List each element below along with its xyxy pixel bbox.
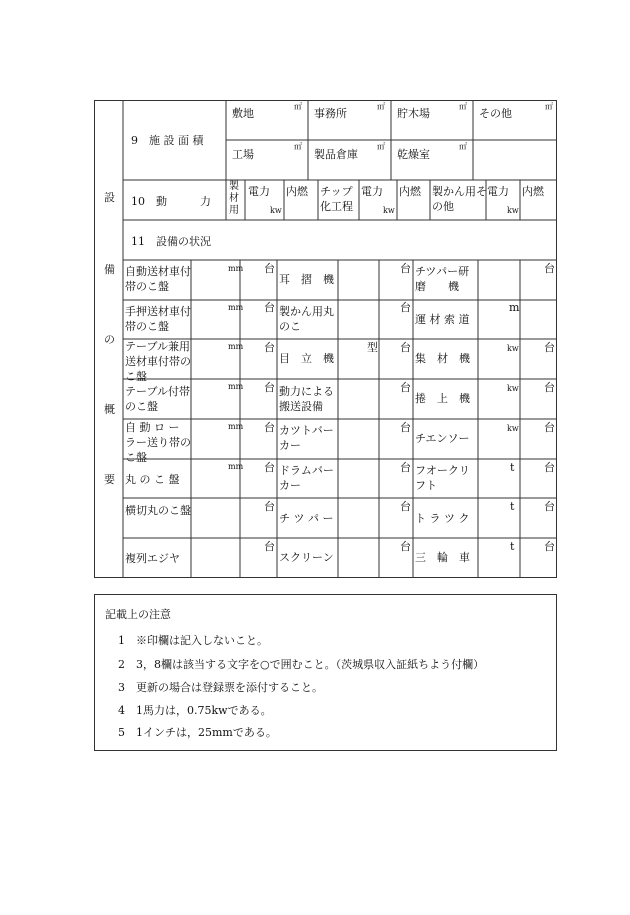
area-dryroom: 乾燥室	[397, 148, 430, 161]
unit-dai: 台	[544, 421, 555, 434]
equipment-name: ト ラ ツ ク	[415, 512, 470, 525]
unit-dai: 台	[400, 262, 411, 275]
equipment-name: フオークリフト	[415, 464, 470, 492]
equipment-name: テーブル付帯のこ盤	[125, 385, 191, 413]
unit-dai: 台	[400, 421, 411, 434]
unit-dai: 台	[544, 381, 555, 394]
unit-dai: 台	[264, 500, 275, 513]
unit-type: 型	[367, 341, 378, 354]
equipment-name: 耳 摺 機	[279, 273, 334, 286]
equipment-name: テーブル兼用送材車付帯のこ盤	[125, 340, 191, 383]
equipment-name: チ ツ パ ー	[279, 512, 334, 525]
area-timberyard: 貯木場	[397, 107, 430, 120]
area-site: 敷地	[232, 107, 254, 120]
unit-dai: 台	[400, 381, 411, 394]
unit-dai: 台	[264, 341, 275, 354]
area-other: その他	[479, 107, 512, 120]
equipment-name: 集 材 機	[415, 352, 470, 365]
unit-dai: 台	[264, 461, 275, 474]
unit-dai: 台	[400, 461, 411, 474]
power-unit: kw	[383, 206, 395, 215]
facility-area-label: 9 施 設 面 積	[131, 134, 204, 147]
area-unit: ㎡	[377, 102, 385, 111]
equipment-name: 丸 の こ 盤	[125, 473, 180, 486]
equipment-name: 目 立 機	[279, 352, 334, 365]
unit-mm: mm	[228, 342, 244, 351]
power-group-canning: 製かん用その他	[432, 185, 487, 213]
area-factory: 工場	[232, 148, 254, 161]
equipment-name: チツパー研磨 機	[415, 265, 470, 293]
unit-t: t	[510, 461, 515, 474]
side-label-char: 設	[104, 191, 115, 204]
equipment-name: 複列エジヤ	[125, 552, 180, 565]
unit-mm: mm	[228, 382, 244, 391]
power-electric: 電力	[248, 185, 270, 198]
area-unit: ㎡	[459, 142, 467, 151]
note-item: 2 3，8欄は該当する文字を○で囲むこと。（茨城県収入証紙ちよう付欄）	[118, 658, 485, 671]
unit-dai: 台	[264, 421, 275, 434]
equipment-name: 製かん用丸のこ	[279, 305, 334, 333]
power-unit: kw	[270, 206, 282, 215]
equipment-name: 自 動 ロ ー ラー送り帯のこ盤	[125, 421, 191, 464]
equipment-name: 動力による搬送設備	[279, 385, 334, 413]
note-item: 3 更新の場合は登録票を添付すること。	[118, 681, 323, 694]
unit-dai: 台	[544, 262, 555, 275]
unit-dai: 台	[400, 341, 411, 354]
power-combustion: 内燃	[286, 185, 308, 198]
power-unit: kw	[507, 206, 519, 215]
side-label-char: 概	[104, 403, 115, 416]
unit-t: t	[510, 500, 515, 513]
unit-kw: kw	[507, 424, 519, 433]
unit-mm: mm	[228, 264, 244, 273]
equipment-status-label: 11 設備の状況	[131, 235, 211, 248]
area-office: 事務所	[314, 107, 347, 120]
equipment-name: 自動送材車付帯のこ盤	[125, 265, 191, 293]
note-item: 1 ※印欄は記入しないこと。	[118, 634, 268, 647]
unit-dai: 台	[544, 461, 555, 474]
power-combustion: 内燃	[399, 185, 421, 198]
unit-dai: 台	[400, 540, 411, 553]
area-unit: ㎡	[377, 142, 385, 151]
side-label-char: 要	[104, 473, 115, 486]
unit-dai: 台	[400, 301, 411, 314]
equipment-name: 横切丸のこ盤	[125, 504, 191, 517]
side-label-char: 備	[104, 263, 115, 276]
equipment-name: 三 輪 車	[415, 551, 470, 564]
unit-kw: kw	[507, 344, 519, 353]
area-unit: ㎡	[459, 102, 467, 111]
unit-dai: 台	[544, 341, 555, 354]
unit-dai: 台	[264, 540, 275, 553]
unit-dai: 台	[544, 500, 555, 513]
notes-title: 記載上の注意	[105, 608, 171, 621]
note-item: 5 1インチは，25mmである。	[118, 726, 277, 739]
unit-mm: mm	[228, 462, 244, 471]
equipment-name: 運 材 索 道	[415, 313, 470, 326]
equipment-name: スクリーン	[279, 551, 334, 564]
equipment-name: ドラムバーカー	[279, 464, 334, 492]
unit-mm: mm	[228, 422, 244, 431]
area-unit: ㎡	[545, 102, 553, 111]
equipment-name: チエンソー	[415, 432, 470, 445]
power-group-chip: チップ化工程	[320, 185, 353, 213]
equipment-name: 手押送材車付帯のこ盤	[125, 305, 191, 333]
unit-dai: 台	[264, 381, 275, 394]
unit-t: t	[510, 540, 515, 553]
power-electric: 電力	[487, 185, 509, 198]
side-label-char: の	[104, 333, 115, 346]
unit-m: m	[509, 301, 520, 314]
unit-mm: mm	[228, 303, 244, 312]
unit-kw: kw	[507, 384, 519, 393]
power-group-sawmill: 製材用	[229, 181, 239, 216]
power-combustion: 内燃	[522, 185, 544, 198]
unit-dai: 台	[264, 301, 275, 314]
unit-dai: 台	[544, 540, 555, 553]
area-unit: ㎡	[294, 102, 302, 111]
area-warehouse: 製品倉庫	[314, 148, 358, 161]
unit-dai: 台	[400, 500, 411, 513]
power-label: 10 動 力	[131, 195, 211, 208]
area-unit: ㎡	[294, 142, 302, 151]
equipment-name: カツトバーカー	[279, 424, 334, 452]
power-electric: 電力	[361, 185, 383, 198]
unit-dai: 台	[264, 262, 275, 275]
note-item: 4 1馬力は，0.75kwである。	[118, 704, 272, 717]
equipment-name: 捲 上 機	[415, 392, 470, 405]
